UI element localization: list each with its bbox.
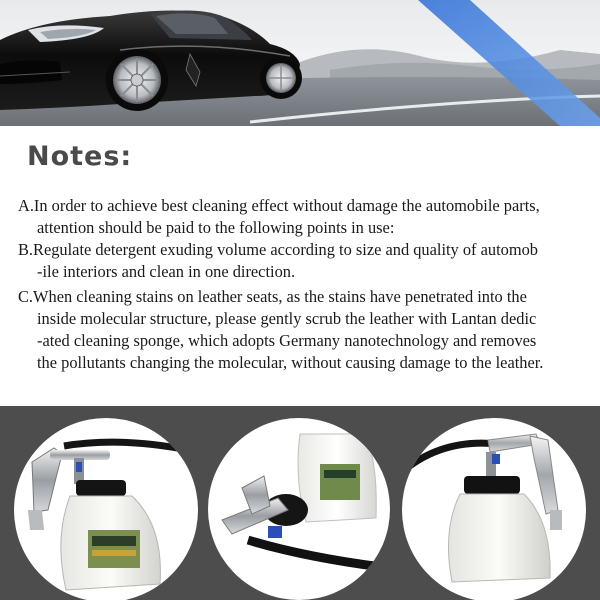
spray-gun-closeup-photo xyxy=(208,418,390,600)
note-line: the pollutants changing the molecular, without causing damage to the leather. xyxy=(37,353,544,372)
note-b xyxy=(18,239,598,283)
spray-gun-side-photo xyxy=(402,418,586,602)
note-line: B.Regulate detergent exuding volume according to size and quality of automob xyxy=(18,240,538,259)
black-sports-car-photo xyxy=(0,0,600,126)
spray-gun-with-bottle-photo xyxy=(14,418,198,602)
note-line: attention should be paid to the following points in use: xyxy=(37,218,395,237)
product-photos-section xyxy=(0,406,600,600)
note-a xyxy=(18,195,598,239)
notes-title: Notes: xyxy=(27,141,133,172)
note-line: -ated cleaning sponge, which adopts Germany nanotechnology and removes xyxy=(37,331,537,350)
note-line: -ile interiors and clean in one direction. xyxy=(37,262,296,281)
note-line: inside molecular structure, please gently scrub the leather with Lantan dedic xyxy=(37,309,537,328)
note-c xyxy=(18,286,598,374)
car-banner xyxy=(0,0,600,126)
note-line: A.In order to achieve best cleaning effect without damage the automobile parts, xyxy=(18,196,540,215)
note-line: C.When cleaning stains on leather seats, as the stains have penetrated into the xyxy=(18,287,527,306)
